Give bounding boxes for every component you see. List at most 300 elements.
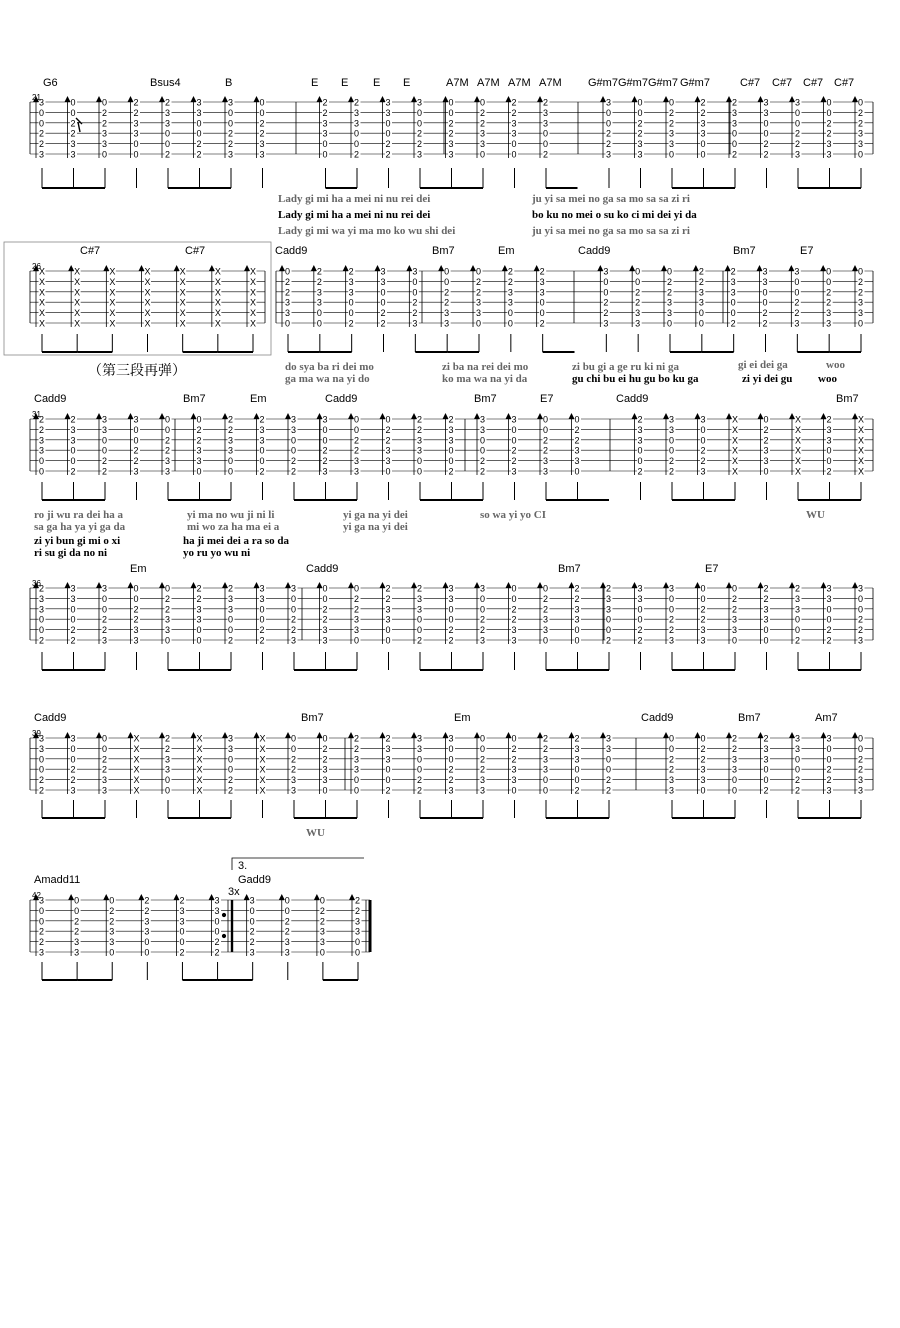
fret-number: 0 (858, 743, 864, 754)
fret-number: 2 (795, 775, 801, 786)
fret-number: 3 (700, 775, 706, 786)
fret-number: 0 (794, 287, 800, 298)
fret-number: 2 (732, 604, 738, 615)
fret-number: 0 (385, 635, 391, 646)
fret-number: 2 (348, 318, 354, 329)
fret-number: 0 (417, 625, 423, 636)
fret-number: 0 (448, 743, 454, 754)
fret-number: 3 (102, 128, 108, 139)
fret-number: X (133, 775, 140, 786)
fret-number: 0 (102, 604, 108, 615)
fret-number: 2 (448, 118, 454, 129)
fret-number: 2 (196, 583, 202, 594)
fret-number: 3 (444, 318, 450, 329)
fret-number: 3 (480, 424, 486, 435)
fret-number: 0 (635, 266, 641, 277)
fret-number: 2 (102, 466, 108, 477)
fret-number: 2 (826, 775, 832, 786)
fret-number: 3 (480, 785, 486, 796)
fret-number: 3 (417, 97, 423, 108)
fret-number: X (214, 308, 221, 319)
fret-number: 2 (102, 456, 108, 467)
fret-number: 3 (39, 604, 45, 615)
fret-number: 2 (165, 97, 171, 108)
fret-number: 3 (165, 466, 171, 477)
fret-number: 3 (795, 604, 801, 615)
fret-number: 3 (476, 297, 482, 308)
fret-number: 0 (380, 297, 386, 308)
fret-number: 0 (196, 625, 202, 636)
fret-number: 0 (144, 937, 150, 948)
fret-number: 0 (348, 308, 354, 319)
lyric-line: ha ji mei dei a ra so da (183, 535, 290, 547)
fret-number: 2 (543, 445, 549, 456)
fret-number: 2 (412, 308, 418, 319)
fret-number: X (858, 466, 865, 477)
fret-number: 3 (70, 149, 76, 160)
fret-number: 3 (102, 424, 108, 435)
volta-bracket (232, 858, 364, 870)
fret-number: 0 (574, 414, 580, 425)
fret-number: 3 (732, 118, 738, 129)
fret-number: 2 (39, 139, 45, 150)
fret-number: 0 (165, 128, 171, 139)
fret-number: X (179, 318, 186, 329)
fret-number: 0 (511, 435, 517, 446)
fret-number: 0 (543, 785, 549, 796)
fret-number: 0 (417, 764, 423, 775)
fret-number: 3 (354, 118, 360, 129)
fret-number: 2 (448, 775, 454, 786)
fret-number: X (109, 287, 116, 298)
fret-number: 2 (196, 149, 202, 160)
fret-number: 0 (826, 604, 832, 615)
fret-number: 2 (606, 128, 612, 139)
fret-number: 0 (355, 947, 361, 958)
fret-number: 2 (730, 266, 736, 277)
fret-number: 2 (385, 139, 391, 150)
fret-number: 0 (322, 593, 328, 604)
fret-number: 0 (732, 139, 738, 150)
lyric-line: WU (806, 509, 825, 521)
fret-number: 0 (539, 297, 545, 308)
fret-number: 3 (319, 926, 325, 937)
fret-number: 3 (228, 593, 234, 604)
fret-number: 3 (133, 128, 139, 139)
fret-number: 3 (448, 785, 454, 796)
fret-number: X (144, 276, 151, 287)
fret-number: 2 (249, 926, 255, 937)
fret-number: 2 (228, 583, 234, 594)
fret-number: 2 (669, 456, 675, 467)
fret-number: X (109, 318, 116, 329)
fret-number: 0 (285, 318, 291, 329)
fret-number: 0 (858, 733, 864, 744)
fret-number: 3 (732, 764, 738, 775)
fret-number: 0 (354, 424, 360, 435)
fret-number: 2 (858, 287, 864, 298)
fret-number: 0 (795, 107, 801, 118)
fret-number: 0 (39, 764, 45, 775)
fret-number: 0 (417, 456, 423, 467)
fret-number: 2 (319, 916, 325, 927)
chord-name: Cadd9 (616, 393, 649, 405)
fret-number: 2 (109, 905, 115, 916)
fret-number: 0 (179, 926, 185, 937)
fret-number: 0 (385, 128, 391, 139)
fret-number: 2 (476, 276, 482, 287)
fret-number: 3 (196, 614, 202, 625)
fret-number: 0 (259, 445, 265, 456)
fret-number: 3 (637, 435, 643, 446)
fret-number: 0 (39, 614, 45, 625)
fret-number: 3 (259, 583, 265, 594)
fret-number: 2 (385, 733, 391, 744)
fret-number: 2 (259, 414, 265, 425)
fret-number: 3 (196, 107, 202, 118)
fret-number: 2 (539, 266, 545, 277)
fret-number: 2 (285, 276, 291, 287)
fret-number: X (39, 276, 46, 287)
fret-number: 0 (606, 764, 612, 775)
fret-number: X (179, 308, 186, 319)
fret-number: X (39, 318, 46, 329)
fret-number: 3 (826, 318, 832, 329)
fret-number: 3 (794, 318, 800, 329)
fret-number: 2 (322, 456, 328, 467)
fret-number: 2 (70, 414, 76, 425)
fret-number: 3 (354, 625, 360, 636)
fret-number: X (144, 287, 151, 298)
lyric-line: Lady gi mi wa yi ma mo ko wu shi dei (278, 225, 456, 237)
fret-number: 0 (507, 318, 513, 329)
fret-number: 3 (507, 287, 513, 298)
fret-number: 0 (543, 414, 549, 425)
fret-number: 3 (385, 604, 391, 615)
fret-number: 3 (637, 139, 643, 150)
fret-number: 0 (214, 916, 220, 927)
fret-number: 3 (417, 604, 423, 615)
fret-number: 2 (763, 785, 769, 796)
fret-number: 2 (319, 905, 325, 916)
measure-number: 31 (32, 410, 41, 419)
fret-number: 0 (543, 583, 549, 594)
fret-number: 2 (259, 128, 265, 139)
chord-name: Gadd9 (238, 874, 272, 886)
fret-number: 3 (794, 266, 800, 277)
chord-name: E7 (800, 245, 814, 257)
fret-number: 2 (795, 635, 801, 646)
fret-number: 3 (448, 149, 454, 160)
fret-number: 3 (448, 733, 454, 744)
fret-number: 0 (319, 895, 325, 906)
fret-number: 2 (795, 139, 801, 150)
fret-number: X (795, 445, 802, 456)
fret-number: 3 (669, 139, 675, 150)
fret-number: 2 (794, 308, 800, 319)
fret-number: 0 (109, 947, 115, 958)
fret-number: 2 (669, 107, 675, 118)
fret-number: 0 (574, 625, 580, 636)
fret-number: 2 (637, 118, 643, 129)
chord-name: Bsus4 (150, 77, 181, 89)
measure-number: 36 (32, 579, 41, 588)
fret-number: 3 (291, 785, 297, 796)
fret-number: 3 (603, 318, 609, 329)
fret-number: 2 (417, 139, 423, 150)
fret-number: 2 (637, 414, 643, 425)
fret-number: 3 (858, 297, 864, 308)
fret-number: 3 (669, 424, 675, 435)
fret-number: 0 (826, 97, 832, 108)
chord-name: E (341, 77, 349, 89)
fret-number: X (795, 414, 802, 425)
fret-number: 2 (385, 785, 391, 796)
fret-number: 0 (606, 118, 612, 129)
fret-number: 0 (700, 435, 706, 446)
fret-number: 0 (637, 97, 643, 108)
fret-number: 2 (385, 593, 391, 604)
fret-number: 0 (354, 139, 360, 150)
fret-number: 0 (354, 414, 360, 425)
fret-number: 0 (448, 456, 454, 467)
fret-number: X (214, 318, 221, 329)
chord-name: C#7 (772, 77, 793, 89)
fret-number: 3 (700, 764, 706, 775)
fret-number: X (39, 297, 46, 308)
chord-name: Am7 (815, 712, 838, 724)
fret-number: 3 (574, 604, 580, 615)
fret-number: 2 (543, 149, 549, 160)
fret-number: 0 (196, 128, 202, 139)
fret-number: 0 (196, 466, 202, 477)
fret-number: 0 (511, 583, 517, 594)
chord-name: G6 (43, 77, 58, 89)
chord-row-5 (34, 712, 838, 724)
fret-number: X (858, 456, 865, 467)
fret-number: 0 (291, 593, 297, 604)
fret-number: 2 (511, 456, 517, 467)
fret-number: 2 (417, 635, 423, 646)
fret-number: 0 (669, 149, 675, 160)
fret-number: 3 (543, 456, 549, 467)
fret-number: 2 (543, 435, 549, 446)
fret-number: 0 (228, 764, 234, 775)
fret-number: 3 (165, 614, 171, 625)
fret-number: 3 (669, 635, 675, 646)
fret-number: X (144, 308, 151, 319)
fret-number: 3 (700, 625, 706, 636)
fret-number: 0 (133, 435, 139, 446)
fret-number: 0 (102, 97, 108, 108)
fret-number: 3 (507, 297, 513, 308)
fret-number: 3 (291, 635, 297, 646)
fret-number: 3 (291, 583, 297, 594)
fret-number: 3 (480, 128, 486, 139)
fret-number: 3 (637, 424, 643, 435)
fret-number: 0 (730, 297, 736, 308)
fret-number: X (196, 764, 203, 775)
fret-number: 2 (165, 593, 171, 604)
fret-number: 2 (732, 593, 738, 604)
fret-number: 2 (480, 625, 486, 636)
fret-number: 3 (70, 139, 76, 150)
fret-number: 2 (417, 128, 423, 139)
fret-number: 2 (444, 297, 450, 308)
fret-number: 0 (826, 754, 832, 765)
fret-number: 0 (354, 635, 360, 646)
fret-number: 0 (763, 128, 769, 139)
fret-number: X (133, 733, 140, 744)
fret-number: 0 (319, 947, 325, 958)
fret-number: 3 (355, 926, 361, 937)
fret-number: 2 (380, 308, 386, 319)
fret-number: X (259, 754, 266, 765)
fret-number: 3 (826, 308, 832, 319)
fret-number: X (732, 445, 739, 456)
chord-name: Bm7 (558, 563, 581, 575)
fret-number: 3 (700, 414, 706, 425)
fret-number: 2 (637, 128, 643, 139)
fret-number: 2 (794, 297, 800, 308)
fret-number: 3 (858, 128, 864, 139)
fret-number: 2 (417, 583, 423, 594)
fret-number: 0 (795, 754, 801, 765)
fret-number: 0 (39, 456, 45, 467)
lyric-line: yi ga na yi dei (343, 521, 408, 533)
fret-number: 3 (291, 424, 297, 435)
fret-number: 3 (606, 97, 612, 108)
chord-name: B (225, 77, 233, 89)
fret-number: 3 (348, 276, 354, 287)
fret-number: 2 (133, 604, 139, 615)
fret-number: 0 (730, 308, 736, 319)
fret-number: 2 (700, 97, 706, 108)
fret-number: 2 (669, 466, 675, 477)
fret-number: 0 (763, 118, 769, 129)
fret-number: 2 (669, 754, 675, 765)
fret-number: 3 (448, 139, 454, 150)
fret-number: 2 (165, 445, 171, 456)
fret-number: 2 (858, 118, 864, 129)
fret-number: 3 (165, 456, 171, 467)
fret-number: 0 (795, 625, 801, 636)
fret-number: 2 (574, 733, 580, 744)
fret-number: 2 (762, 318, 768, 329)
fret-number: 2 (196, 593, 202, 604)
fret-number: 2 (39, 937, 45, 948)
fret-number: 2 (291, 625, 297, 636)
fret-number: 2 (291, 764, 297, 775)
fret-number: 3 (133, 625, 139, 636)
fret-number: 0 (574, 635, 580, 646)
fret-number: 2 (826, 466, 832, 477)
chord-name: C#7 (740, 77, 761, 89)
fret-number: 2 (732, 733, 738, 744)
fret-number: 3 (249, 947, 255, 958)
lyric-line: zi yi bun gi mi o xi (34, 535, 121, 547)
fret-number: 3 (165, 625, 171, 636)
fret-number: X (214, 287, 221, 298)
fret-number: 3 (144, 916, 150, 927)
fret-number: 2 (322, 445, 328, 456)
fret-number: X (250, 318, 257, 329)
fret-number: 3 (196, 445, 202, 456)
fret-number: 0 (480, 604, 486, 615)
fret-number: 0 (291, 435, 297, 446)
fret-number: 3 (319, 937, 325, 948)
fret-number: 0 (249, 905, 255, 916)
fret-number: 2 (284, 926, 290, 937)
fret-number: 0 (74, 905, 80, 916)
fret-number: 2 (39, 785, 45, 796)
fret-number: 2 (637, 625, 643, 636)
fret-number: 2 (543, 593, 549, 604)
fret-number: 0 (385, 764, 391, 775)
fret-number: 2 (412, 297, 418, 308)
fret-number: 3 (795, 149, 801, 160)
fret-number: 2 (385, 424, 391, 435)
fret-number: 0 (480, 445, 486, 456)
fret-number: 3 (480, 139, 486, 150)
fret-number: 0 (698, 318, 704, 329)
fret-number: 2 (417, 775, 423, 786)
fret-number: X (795, 424, 802, 435)
fret-number: 3 (603, 266, 609, 277)
fret-number: 3 (606, 593, 612, 604)
fret-number: 2 (355, 895, 361, 906)
fret-number: 3 (291, 775, 297, 786)
fret-number: 3 (102, 785, 108, 796)
fret-number: 2 (259, 625, 265, 636)
fret-number: 3 (291, 414, 297, 425)
fret-number: 3 (133, 635, 139, 646)
chord-name: G#m7 (648, 77, 678, 89)
fret-number: 3 (228, 149, 234, 160)
fret-number: 0 (763, 414, 769, 425)
fret-number: X (214, 276, 221, 287)
fret-number: X (144, 266, 151, 277)
fret-number: 3 (795, 743, 801, 754)
fret-number: 0 (637, 107, 643, 118)
fret-number: 3 (511, 128, 517, 139)
fret-number: X (732, 456, 739, 467)
fret-number: 3 (39, 149, 45, 160)
fret-number: 2 (606, 635, 612, 646)
fret-number: 2 (637, 635, 643, 646)
fret-number: X (858, 424, 865, 435)
fret-number: 0 (385, 625, 391, 636)
chord-name: A7M (539, 77, 562, 89)
fret-number: 3 (109, 926, 115, 937)
fret-number: X (74, 318, 81, 329)
fret-number: X (133, 743, 140, 754)
fret-number: 3 (412, 266, 418, 277)
fret-number: 2 (102, 107, 108, 118)
fret-number: 0 (543, 635, 549, 646)
fret-number: 0 (669, 604, 675, 615)
fret-number: 2 (196, 424, 202, 435)
fret-number: 2 (133, 456, 139, 467)
fret-number: 2 (196, 435, 202, 446)
fret-number: X (858, 414, 865, 425)
fret-number: 2 (700, 614, 706, 625)
fret-number: 2 (322, 614, 328, 625)
fret-number: 3 (259, 424, 265, 435)
chord-name: Bm7 (836, 393, 859, 405)
fret-number: X (39, 308, 46, 319)
chord-name: E (373, 77, 381, 89)
